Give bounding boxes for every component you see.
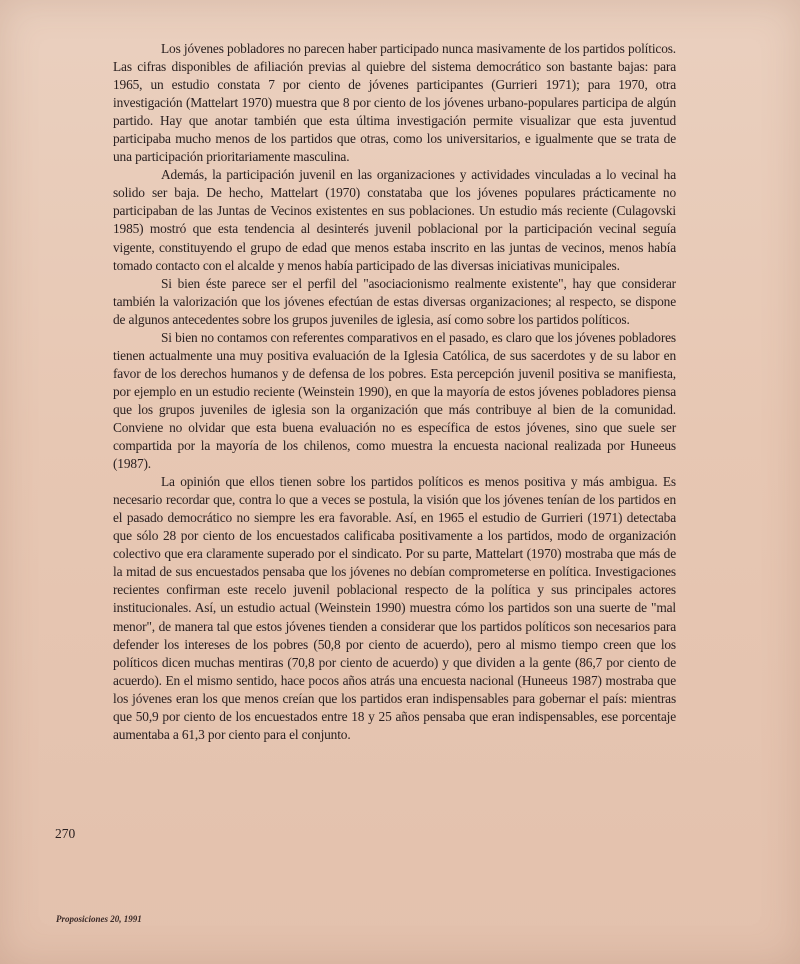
paragraph-4: Si bien no contamos con referentes comparativos en el pasado, es claro que los jóvenes pobladores tienen actualmente una muy positiva evaluación de la Iglesia Católica, de sus sacerdotes y de su labor en favor de los derechos humanos y de defensa de los pobres. Esta percepción juvenil positiva se manifiesta, por ejemplo en un estudio reciente (Weinstein 1990), en que la mayoría de estos jóvenes pobladores piensa que los grupos juveniles de iglesia son la organización que más contribuye al bien de la comunidad. Conviene no olvidar que esta buena evaluación no es específica de estos jóvenes, sino que suele ser compartida por la mayoría de los chilenos, como muestra la encuesta nacional realizada por Huneeus (1987).	[113, 329, 676, 472]
paragraph-2: Además, la participación juvenil en las organizaciones y actividades vinculadas a lo vecinal ha solido ser baja. De hecho, Mattelart (1970) constataba que los jóvenes populares prácticamente no participaban de las Juntas de Vecinos existentes en sus poblaciones. Un estudio más reciente (Culagovski 1985) mostró que esta tendencia al desinterés juvenil poblacional por la participación vecinal seguía vigente, constituyendo el grupo de edad que menos estaba inscrito en las juntas de vecinos, menos había tomado contacto con el alcalde y menos había participado de las diversas iniciativas municipales.	[113, 167, 676, 273]
paragraph-3: Si bien éste parece ser el perfil del "asociacionismo realmente existente", hay que considerar también la valorización que los jóvenes efectúan de estas diversas organizaciones; al respecto, se dispone de algunos antecedentes sobre los grupos juveniles de iglesia, así como sobre los partidos políticos.	[113, 275, 676, 327]
page-number: 270	[55, 826, 76, 841]
paragraph-5: La opinión que ellos tienen sobre los partidos políticos es menos positiva y más ambigua. Es necesario recordar que, contra lo que a veces se postula, la visión que los jóvenes tenían de los partidos en el pasado democrático no siempre les era favorable. Así, en 1965 el estudio de Gurrieri (1971) detectaba que sólo 28 por ciento de los encuestados calificaba positivamente a los partidos, modo de organización colectivo que era claramente superado por el sindicato. Por su parte, Mattelart (1970) mostraba que más de la mitad de sus encuestados pensaba que los jóvenes no debían comprometerse en política. Investigaciones recientes confirman este recelo juvenil poblacional respecto de la política y sus principales actores institucionales. Así, un estudio actual (Weinstein 1990) muestra cómo los partidos son una suerte de "mal menor", de manera tal que estos jóvenes tienden a considerar que los partidos políticos son necesarios para defender los intereses de los pobres (50,8 por ciento de acuerdo), pero al mismo tiempo creen que los políticos dicen muchas mentiras (70,8 por ciento de acuerdo) y que dividen a la gente (86,7 por ciento de acuerdo). En el mismo sentido, hace pocos años atrás una encuesta nacional (Huneeus 1987) mostraba que los jóvenes eran los que menos creían que los partidos eran indispensables para gobernar el país: mientras que 50,9 por ciento de los encuestados entre 18 y 25 años pensaba que eran indispensables, ese porcentaje aumentaba a 61,3 por ciento para el conjunto.	[113, 474, 676, 742]
paragraph-1: Los jóvenes pobladores no parecen haber participado nunca masivamente de los partidos políticos. Las cifras disponibles de afiliación previas al quiebre del sistema democrático son bastante bajas: para 1965, un estudio constata 7 por ciento de jóvenes participantes (Gurrieri 1971); para 1970, otra investigación (Mattelart 1970) muestra que 8 por ciento de los jóvenes urbano-populares participa de algún partido. Hay que anotar también que esta última investigación permite visualizar que esta juventud participaba mucho menos de los partidos que otras, como los universitarios, e igualmente que se trata de una participación prioritariamente masculina.	[113, 41, 676, 165]
body-text	[113, 40, 676, 744]
footer-citation: Proposiciones 20, 1991	[56, 914, 142, 924]
